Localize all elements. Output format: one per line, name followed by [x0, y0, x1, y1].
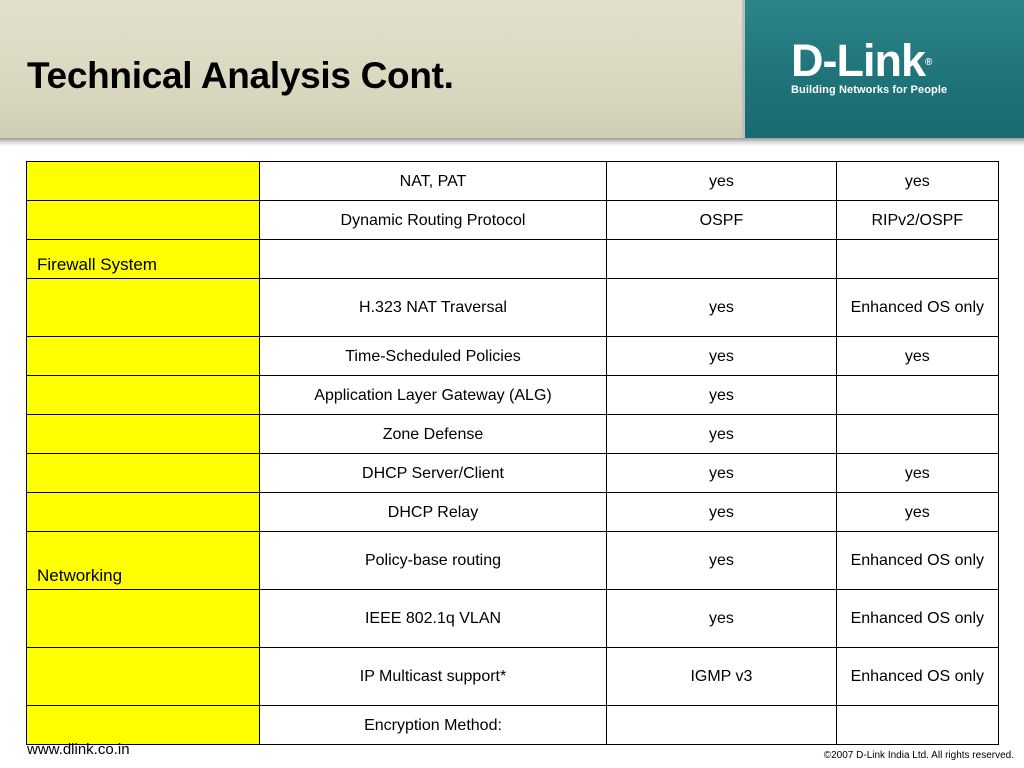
value-cell — [607, 706, 836, 745]
value-cell: RIPv2/OSPF — [836, 201, 998, 240]
value-cell: yes — [836, 493, 998, 532]
category-cell — [27, 201, 260, 240]
category-cell — [27, 648, 260, 706]
category-cell: Firewall System — [27, 240, 260, 279]
table-row — [27, 706, 999, 745]
feature-cell: IEEE 802.1q VLAN — [259, 590, 607, 648]
dlink-logo — [791, 35, 981, 96]
feature-cell: IP Multicast support* — [259, 648, 607, 706]
feature-cell — [259, 240, 607, 279]
value-cell: yes — [607, 162, 836, 201]
value-cell: yes — [607, 376, 836, 415]
category-cell — [27, 279, 260, 337]
category-cell — [27, 454, 260, 493]
footer-website: www.dlink.co.in — [27, 741, 130, 758]
value-cell: OSPF — [607, 201, 836, 240]
slide-header — [0, 0, 1024, 145]
value-cell: IGMP v3 — [607, 648, 836, 706]
title-band — [0, 0, 742, 140]
value-cell — [836, 240, 998, 279]
feature-cell: Time-Scheduled Policies — [259, 337, 607, 376]
category-cell: Networking — [27, 532, 260, 590]
value-cell — [836, 415, 998, 454]
feature-cell: Policy-base routing — [259, 532, 607, 590]
feature-cell: NAT, PAT — [259, 162, 607, 201]
value-cell: yes — [607, 590, 836, 648]
table-row — [27, 648, 999, 706]
category-cell — [27, 337, 260, 376]
value-cell: Enhanced OS only — [836, 648, 998, 706]
header-divider — [0, 138, 1024, 146]
logo-wordmark — [791, 35, 981, 86]
table-row — [27, 376, 999, 415]
footer-copyright: ©2007 D-Link India Ltd. All rights reserved. — [823, 750, 1014, 761]
feature-comparison-table — [26, 161, 999, 745]
value-cell: yes — [607, 279, 836, 337]
table-row — [27, 532, 999, 590]
table-row — [27, 454, 999, 493]
feature-cell: Encryption Method: — [259, 706, 607, 745]
category-cell — [27, 590, 260, 648]
value-cell: yes — [836, 454, 998, 493]
value-cell: yes — [607, 415, 836, 454]
table-row — [27, 162, 999, 201]
feature-cell: DHCP Relay — [259, 493, 607, 532]
category-cell — [27, 162, 260, 201]
registered-mark: ® — [925, 57, 932, 68]
feature-cell: Application Layer Gateway (ALG) — [259, 376, 607, 415]
page-title: Technical Analysis Cont. — [27, 55, 454, 96]
value-cell — [836, 376, 998, 415]
feature-cell: DHCP Server/Client — [259, 454, 607, 493]
value-cell: Enhanced OS only — [836, 590, 998, 648]
logo-tagline: Building Networks for People — [791, 84, 948, 96]
value-cell: yes — [836, 337, 998, 376]
category-cell — [27, 415, 260, 454]
feature-cell: H.323 NAT Traversal — [259, 279, 607, 337]
value-cell: yes — [607, 532, 836, 590]
table-row — [27, 415, 999, 454]
value-cell: yes — [607, 454, 836, 493]
table-row — [27, 240, 999, 279]
table-row — [27, 337, 999, 376]
value-cell: yes — [607, 493, 836, 532]
value-cell: Enhanced OS only — [836, 532, 998, 590]
logo-name: D-Link — [791, 35, 925, 86]
category-cell — [27, 376, 260, 415]
table-row — [27, 201, 999, 240]
table-row — [27, 590, 999, 648]
feature-cell: Dynamic Routing Protocol — [259, 201, 607, 240]
value-cell — [607, 240, 836, 279]
category-cell — [27, 706, 260, 745]
value-cell: yes — [607, 337, 836, 376]
table-row — [27, 279, 999, 337]
table-row — [27, 493, 999, 532]
value-cell: yes — [836, 162, 998, 201]
value-cell: Enhanced OS only — [836, 279, 998, 337]
category-cell — [27, 493, 260, 532]
logo-band — [742, 0, 1024, 138]
value-cell — [836, 706, 998, 745]
feature-cell: Zone Defense — [259, 415, 607, 454]
